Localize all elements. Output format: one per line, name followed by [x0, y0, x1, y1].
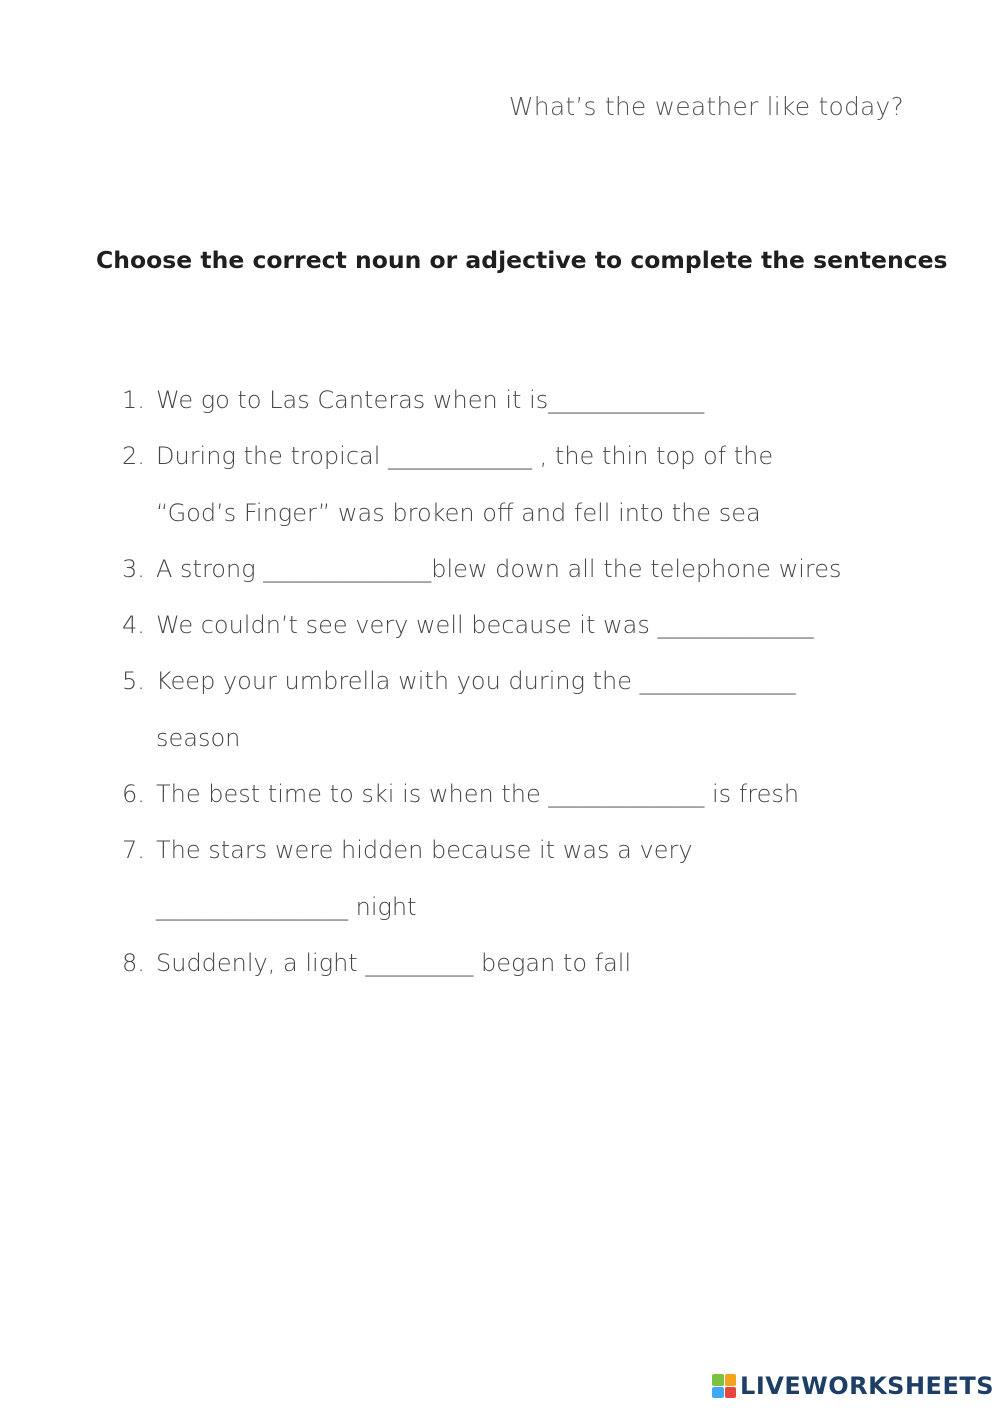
question-item-7 — [122, 822, 912, 935]
question-line: The best time to ski is when the _____________ is fresh — [156, 780, 800, 809]
liveworksheets-logo — [712, 1369, 994, 1403]
logo-square-green — [712, 1374, 724, 1386]
question-text — [156, 822, 912, 935]
question-number: 5. — [122, 667, 145, 696]
question-line: season — [156, 723, 241, 752]
question-line: ________________ night — [156, 892, 417, 921]
liveworksheets-logo-icon — [712, 1374, 736, 1398]
question-line: We go to Las Canteras when it is_____________ — [156, 386, 705, 414]
question-line: During the tropical ____________ , the thin top of the — [156, 442, 774, 471]
liveworksheets-logo-text: LIVEWORKSHEETS — [740, 1372, 994, 1400]
question-text — [156, 766, 912, 822]
question-text — [156, 653, 912, 766]
page-title: What’s the weather like today? — [508, 92, 904, 121]
logo-square-orange — [725, 1374, 737, 1386]
question-item-4 — [122, 597, 912, 653]
question-text — [156, 597, 912, 653]
question-number: 2. — [122, 442, 145, 471]
question-text — [156, 935, 912, 991]
question-number: 8. — [122, 948, 145, 977]
question-number: 6. — [122, 780, 145, 809]
question-line: We couldn’t see very well because it was _____________ — [156, 611, 814, 640]
logo-square-blue — [712, 1387, 724, 1399]
question-line: “God’s Finger” was broken off and fell into the sea — [156, 498, 761, 527]
question-text — [156, 372, 912, 428]
question-line: Keep your umbrella with you during the _____________ — [156, 667, 796, 696]
question-text — [156, 541, 912, 597]
question-list — [122, 372, 912, 991]
question-item-2 — [122, 428, 912, 541]
question-line: The stars were hidden because it was a very — [156, 836, 693, 865]
question-line: A strong ______________blew down all the telephone wires — [156, 554, 842, 583]
question-line: Suddenly, a light _________ began to fall — [156, 948, 632, 977]
question-item-1 — [122, 372, 912, 428]
instructions-heading: Choose the correct noun or adjective to complete the sentences — [96, 246, 948, 274]
logo-square-red — [725, 1387, 737, 1399]
question-number: 4. — [122, 611, 145, 640]
question-number: 3. — [122, 554, 145, 583]
question-item-5 — [122, 653, 912, 766]
question-item-8 — [122, 935, 912, 991]
question-item-3 — [122, 541, 912, 597]
question-number: 1. — [122, 386, 145, 414]
question-item-6 — [122, 766, 912, 822]
question-text — [156, 428, 912, 541]
question-number: 7. — [122, 836, 145, 865]
